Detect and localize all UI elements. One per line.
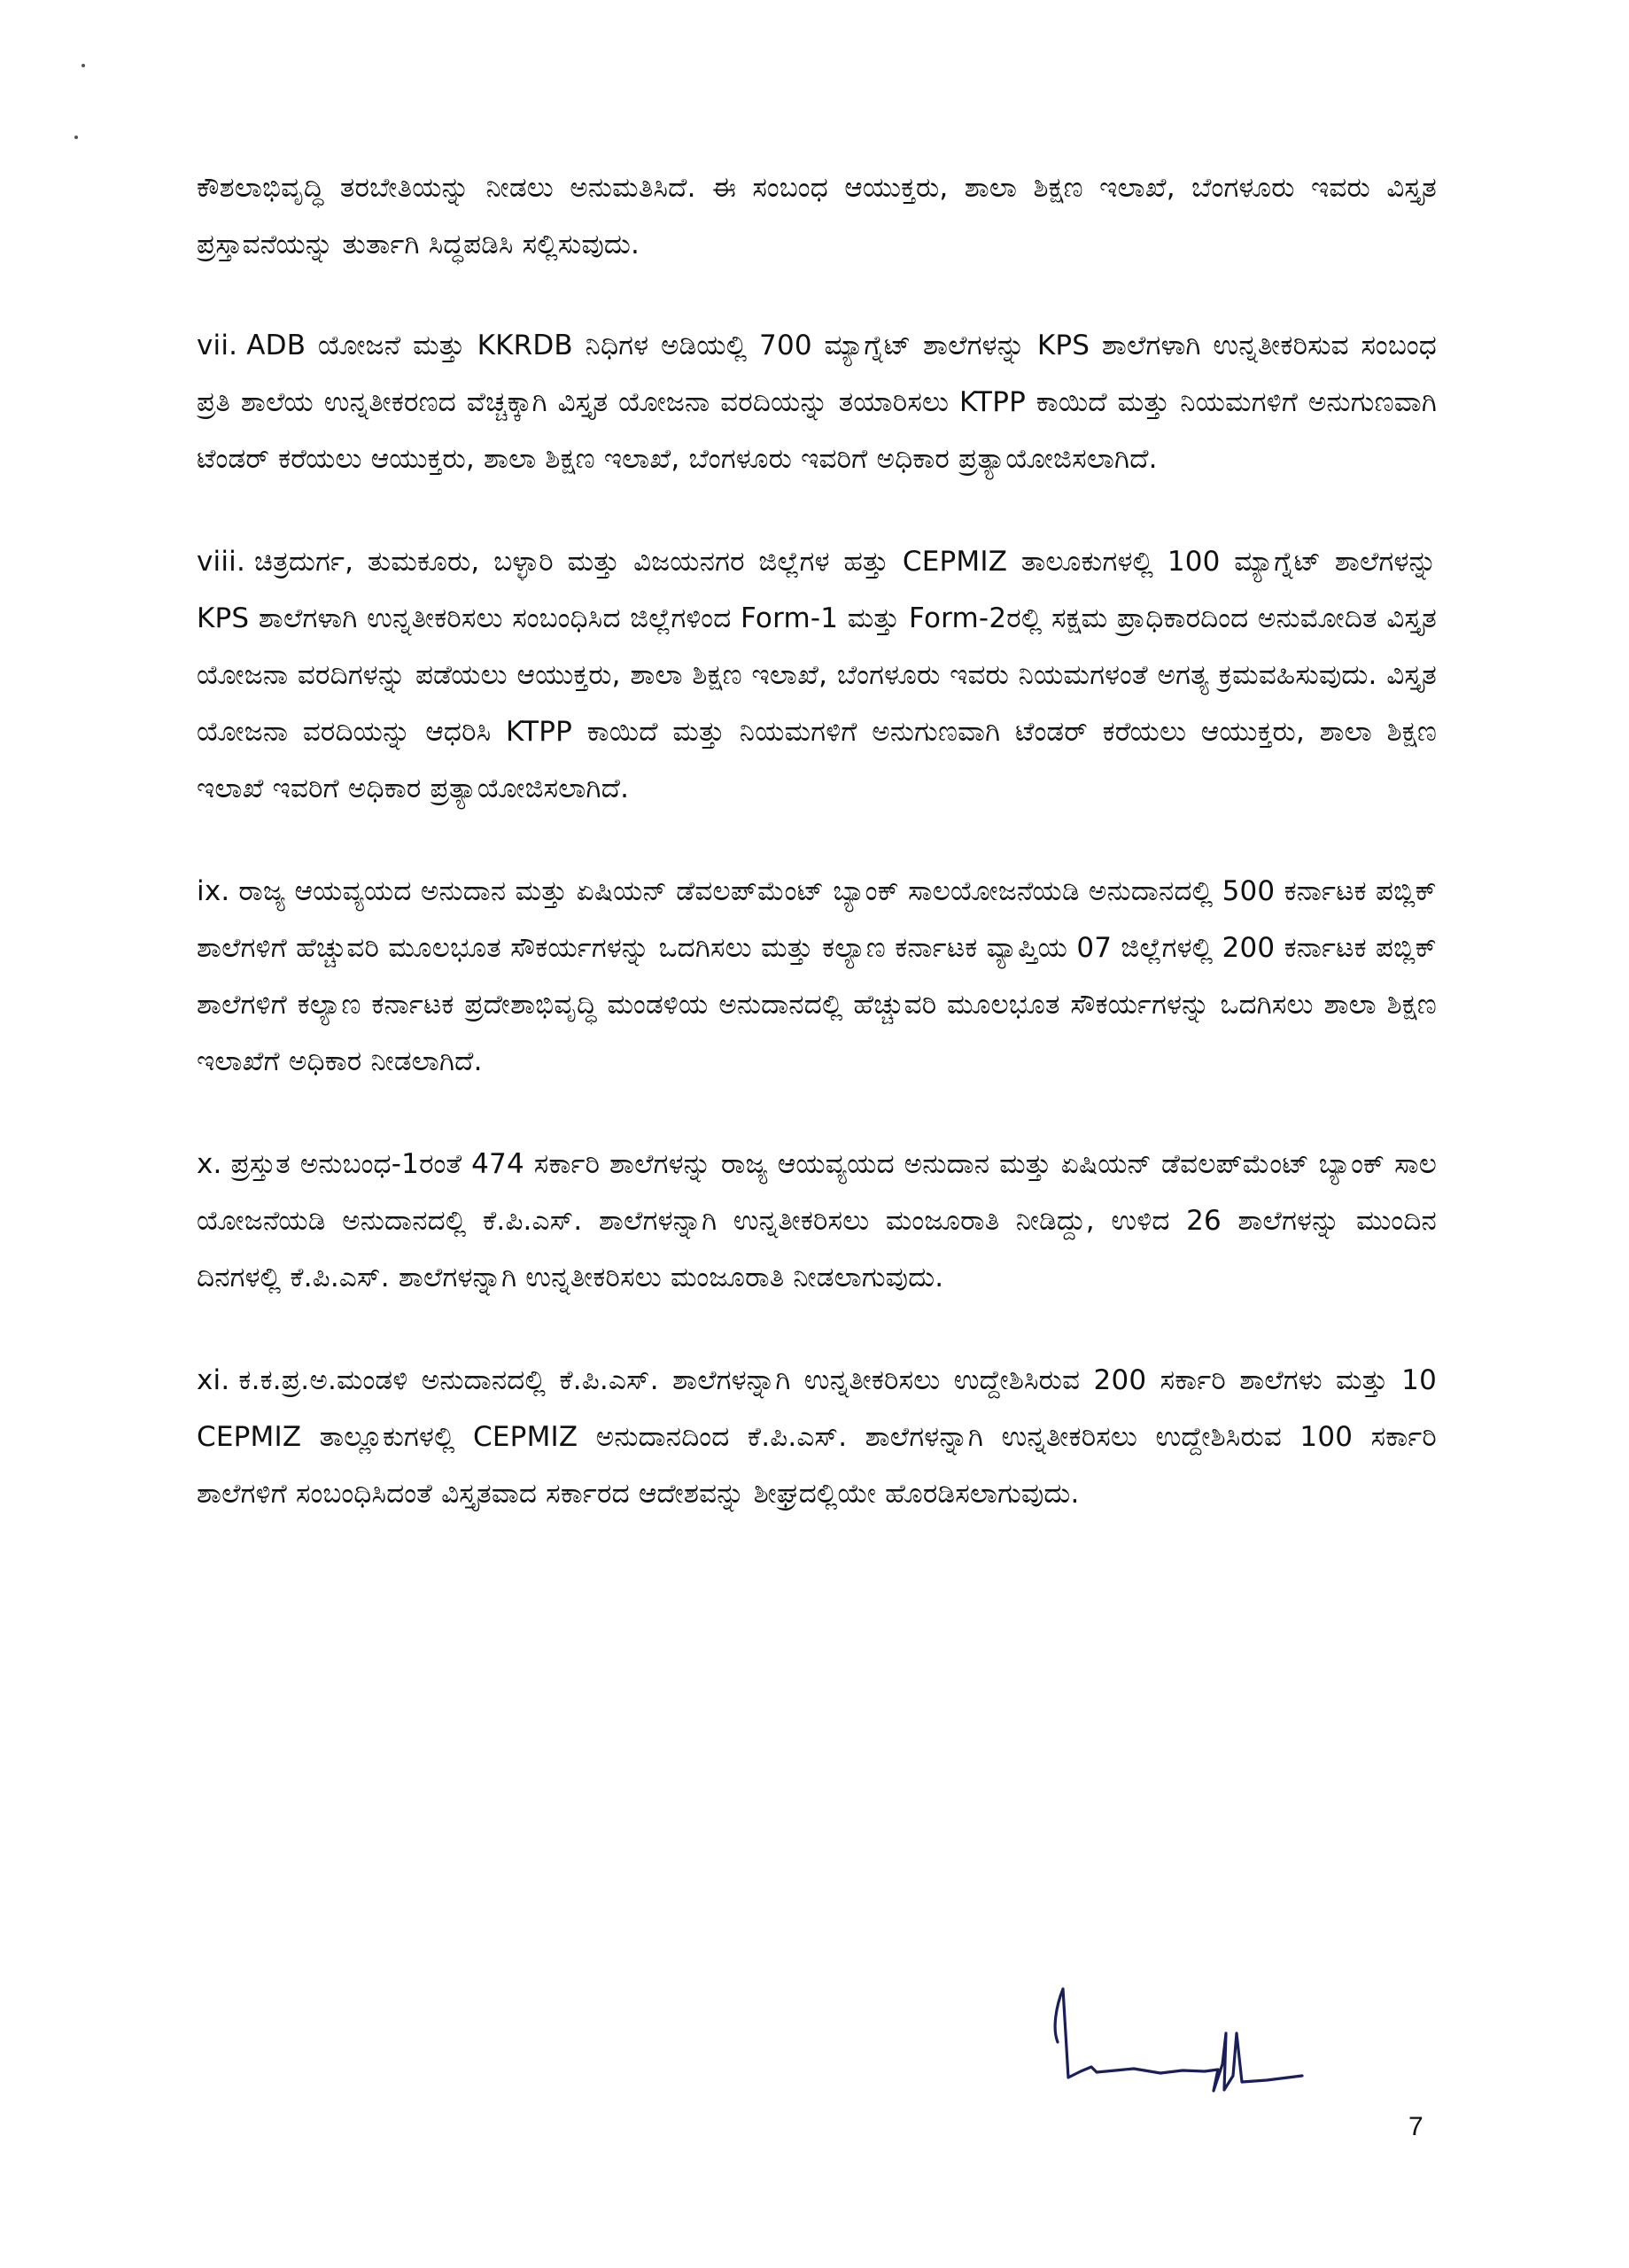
document-body [197, 159, 1437, 1568]
scan-speck [81, 64, 85, 67]
signature [1036, 1980, 1320, 2095]
clause-number: viii. [197, 546, 246, 578]
clause-number: xi. [197, 1364, 230, 1396]
clause-text: ADB ಯೋಜನೆ ಮತ್ತು KKRDB ನಿಧಿಗಳ ಅಡಿಯಲ್ಲಿ 700 ಮ್ಯಾಗ್ನೆಟ್ ಶಾಲೆಗಳನ್ನು KPS ಶಾಲೆಗಳಾಗಿ ಉನ್ನತೀಕರಿಸುವ ಸಂಬಂಧ ಪ್ರತಿ ಶಾಲೆಯ ಉನ್ನತೀಕರಣದ ವೆಚ್ಚಕ್ಕಾಗಿ ವಿಸ್ತೃತ ಯೋಜನಾ ವರದಿಯನ್ನು ತಯಾರಿಸಲು KTPP ಕಾಯಿದೆ ಮತ್ತು ನಿಯಮಗಳಿಗೆ ಅನುಗುಣವಾಗಿ ಟೆಂಡರ್ ಕರೆಯಲು ಆಯುಕ್ತರು, ಶಾಲಾ ಶಿಕ್ಷಣ ಇಲಾಖೆ, ಬೆಂಗಳೂರು ಇವರಿಗೆ ಅಧಿಕಾರ ಪ್ರತ್ಯಾಯೋಜಿಸಲಾಗಿದೆ. [197, 330, 1437, 475]
clause-ix [197, 863, 1437, 1090]
clause-xi [197, 1352, 1437, 1522]
clause-text: ರಾಜ್ಯ ಆಯವ್ಯಯದ ಅನುದಾನ ಮತ್ತು ಏಷಿಯನ್ ಡೆವಲಪ್‌ಮೆಂಟ್ ಬ್ಯಾಂಕ್ ಸಾಲಯೋಜನೆಯಡಿ ಅನುದಾನದಲ್ಲಿ 500 ಕರ್ನಾಟಕ ಪಬ್ಲಿಕ್ ಶಾಲೆಗಳಿಗೆ ಹೆಚ್ಚುವರಿ ಮೂಲಭೂತ ಸೌಕರ್ಯಗಳನ್ನು ಒದಗಿಸಲು ಮತ್ತು ಕಲ್ಯಾಣ ಕರ್ನಾಟಕ ವ್ಯಾಪ್ತಿಯ 07 ಜಿಲ್ಲೆಗಳಲ್ಲಿ 200 ಕರ್ನಾಟಕ ಪಬ್ಲಿಕ್ ಶಾಲೆಗಳಿಗೆ ಕಲ್ಯಾಣ ಕರ್ನಾಟಕ ಪ್ರದೇಶಾಭಿವೃದ್ಧಿ ಮಂಡಳಿಯ ಅನುದಾನದಲ್ಲಿ ಹೆಚ್ಚುವರಿ ಮೂಲಭೂತ ಸೌಕರ್ಯಗಳನ್ನು ಒದಗಿಸಲು ಶಾಲಾ ಶಿಕ್ಷಣ ಇಲಾಖೆಗೆ ಅಧಿಕಾರ ನೀಡಲಾಗಿದೆ. [197, 875, 1437, 1077]
scan-speck [74, 136, 78, 139]
clause-text: ಕ.ಕ.ಪ್ರ.ಅ.ಮಂಡಳಿ ಅನುದಾನದಲ್ಲಿ ಕೆ.ಪಿ.ಎಸ್. ಶಾಲೆಗಳನ್ನಾಗಿ ಉನ್ನತೀಕರಿಸಲು ಉದ್ದೇಶಿಸಿರುವ 200 ಸರ್ಕಾರಿ ಶಾಲೆಗಳು ಮತ್ತು 10 CEPMIZ ತಾಲ್ಲೂಕುಗಳಲ್ಲಿ CEPMIZ ಅನುದಾನದಿಂದ ಕೆ.ಪಿ.ಎಸ್. ಶಾಲೆಗಳನ್ನಾಗಿ ಉನ್ನತೀಕರಿಸಲು ಉದ್ದೇಶಿಸಿರುವ 100 ಸರ್ಕಾರಿ ಶಾಲೆಗಳಿಗೆ ಸಂಬಂಧಿಸಿದಂತೆ ವಿಸ್ತೃತವಾದ ಸರ್ಕಾರದ ಆದೇಶವನ್ನು ಶೀಘ್ರದಲ್ಲಿಯೇ ಹೊರಡಿಸಲಾಗುವುದು. [197, 1364, 1437, 1510]
clause-x [197, 1136, 1437, 1306]
clause-number: ix. [197, 875, 230, 907]
page-number: 7 [1408, 2112, 1423, 2141]
clause-number: vii. [197, 330, 238, 361]
clause-viii [197, 533, 1437, 817]
clause-text: ಚಿತ್ರದುರ್ಗ, ತುಮಕೂರು, ಬಳ್ಳಾರಿ ಮತ್ತು ವಿಜಯನಗರ ಜಿಲ್ಲೆಗಳ ಹತ್ತು CEPMIZ ತಾಲೂಕುಗಳಲ್ಲಿ 100 ಮ್ಯಾಗ್ನೆಟ್ ಶಾಲೆಗಳನ್ನು KPS ಶಾಲೆಗಳಾಗಿ ಉನ್ನತೀಕರಿಸಲು ಸಂಬಂಧಿಸಿದ ಜಿಲ್ಲೆಗಳಿಂದ Form-1 ಮತ್ತು Form-2ರಲ್ಲಿ ಸಕ್ಷಮ ಪ್ರಾಧಿಕಾರದಿಂದ ಅನುಮೋದಿತ ವಿಸ್ತೃತ ಯೋಜನಾ ವರದಿಗಳನ್ನು ಪಡೆಯಲು ಆಯುಕ್ತರು, ಶಾಲಾ ಶಿಕ್ಷಣ ಇಲಾಖೆ, ಬೆಂಗಳೂರು ಇವರು ನಿಯಮಗಳಂತೆ ಅಗತ್ಯ ಕ್ರಮವಹಿಸುವುದು. ವಿಸ್ತೃತ ಯೋಜನಾ ವರದಿಯನ್ನು ಆಧರಿಸಿ KTPP ಕಾಯಿದೆ ಮತ್ತು ನಿಯಮಗಳಿಗೆ ಅನುಗುಣವಾಗಿ ಟೆಂಡರ್ ಕರೆಯಲು ಆಯುಕ್ತರು, ಶಾಲಾ ಶಿಕ್ಷಣ ಇಲಾಖೆ ಇವರಿಗೆ ಅಧಿಕಾರ ಪ್ರತ್ಯಾಯೋಜಿಸಲಾಗಿದೆ. [197, 546, 1437, 804]
clause-text: ಪ್ರಸ್ತುತ ಅನುಬಂಧ-1ರಂತೆ 474 ಸರ್ಕಾರಿ ಶಾಲೆಗಳನ್ನು ರಾಜ್ಯ ಆಯವ್ಯಯದ ಅನುದಾನ ಮತ್ತು ಏಷಿಯನ್ ಡೆವಲಪ್‌ಮೆಂಟ್ ಬ್ಯಾಂಕ್ ಸಾಲ ಯೋಜನೆಯಡಿ ಅನುದಾನದಲ್ಲಿ ಕೆ.ಪಿ.ಎಸ್. ಶಾಲೆಗಳನ್ನಾಗಿ ಉನ್ನತೀಕರಿಸಲು ಮಂಜೂರಾತಿ ನೀಡಿದ್ದು, ಉಳಿದ 26 ಶಾಲೆಗಳನ್ನು ಮುಂದಿನ ದಿನಗಳಲ್ಲಿ ಕೆ.ಪಿ.ಎಸ್. ಶಾಲೆಗಳನ್ನಾಗಿ ಉನ್ನತೀಕರಿಸಲು ಮಂಜೂರಾತಿ ನೀಡಲಾಗುವುದು. [197, 1148, 1437, 1293]
clause-number: x. [197, 1148, 222, 1180]
clause-vii [197, 317, 1437, 487]
continuation-paragraph: ಕೌಶಲಾಭಿವೃದ್ಧಿ ತರಬೇತಿಯನ್ನು ನೀಡಲು ಅನುಮತಿಸಿದೆ. ಈ ಸಂಬಂಧ ಆಯುಕ್ತರು, ಶಾಲಾ ಶಿಕ್ಷಣ ಇಲಾಖೆ, ಬೆಂಗಳೂರು ಇವರು ವಿಸ್ತೃತ ಪ್ರಸ್ತಾವನೆಯನ್ನು ತುರ್ತಾಗಿ ಸಿದ್ಧಪಡಿಸಿ ಸಲ್ಲಿಸುವುದು. [197, 172, 1437, 260]
signature-stroke [1055, 1989, 1302, 2091]
